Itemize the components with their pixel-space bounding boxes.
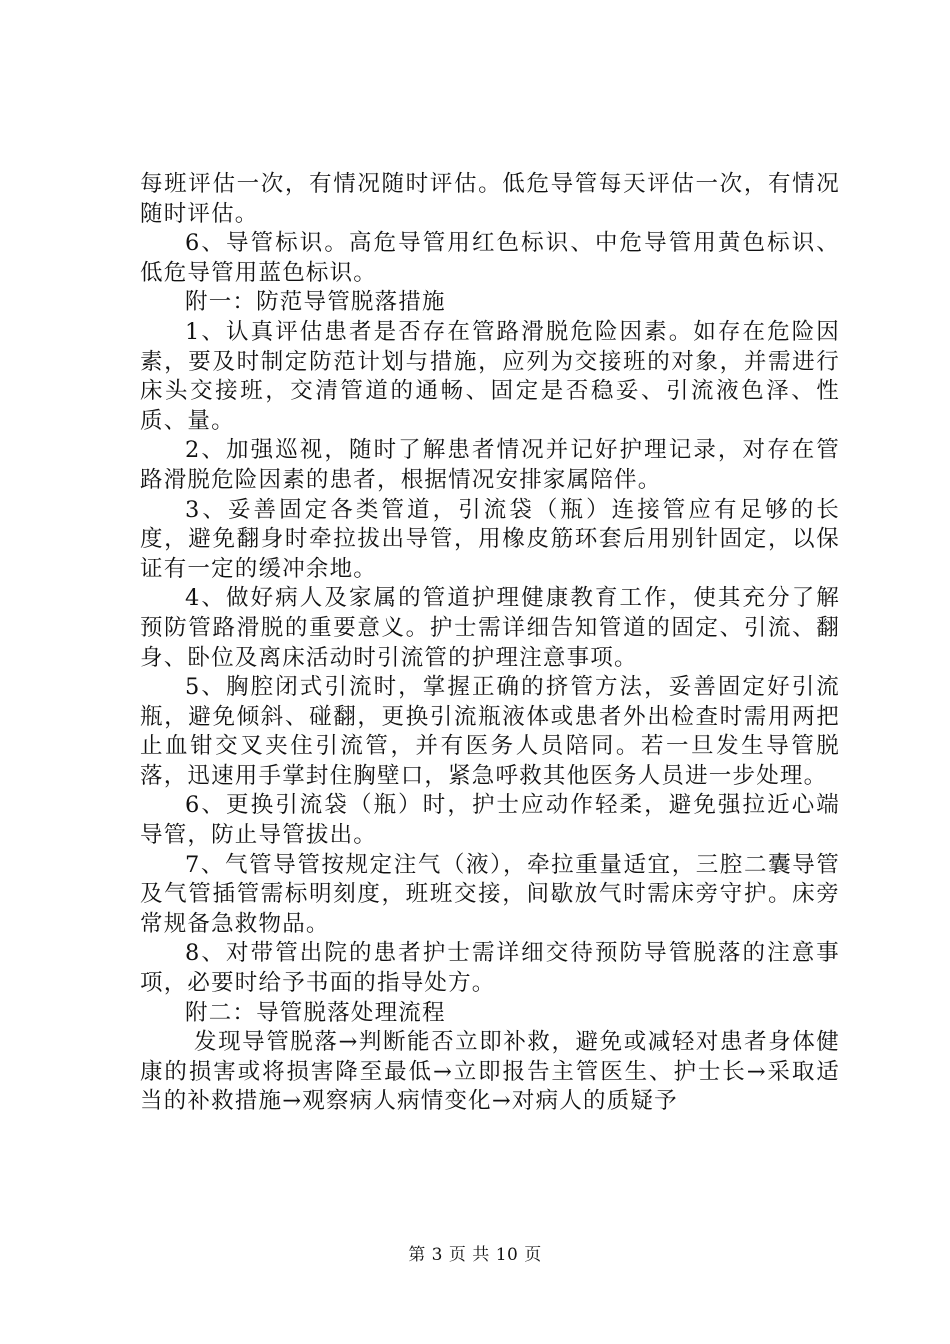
measure-item-1: 1、认真评估患者是否存在管路滑脱危险因素。如存在危险因素，要及时制定防范计划与措施，应列为交接班的对象，并需进行床头交接班，交清管道的通畅、固定是否稳妥、引流液色泽、性质、量。 [140,318,840,434]
measure-item-2: 2、加强巡视，随时了解患者情况并记好护理记录，对存在管路滑脱危险因素的患者，根据情况安排家属陪伴。 [140,437,840,493]
measure-item-6: 6、更换引流袋（瓶）时，护士应动作轻柔，避免强拉近心端导管，防止导管拔出。 [140,792,840,849]
measure-item-7: 7、气管导管按规定注气（液），牵拉重量适宜，三腔二囊导管及气管插管需标明刻度，班班交接，间歇放气时需床旁守护。床旁常规备急救物品。 [140,851,840,937]
appendix-1-heading: 附一：防范导管脱落措施 [185,289,446,316]
measure-item-4: 4、做好病人及家属的管道护理健康教育工作，使其充分了解预防管路滑脱的重要意义。护士需详细告知管道的固定、引流、翻身、卧位及离床活动时引流管的护理注意事项。 [140,585,840,671]
measure-item-5: 5、胸腔闭式引流时，掌握正确的挤管方法，妥善固定好引流瓶，避免倾斜、碰翻，更换引流瓶液体或患者外出检查时需用两把止血钳交叉夹住引流管，并有医务人员陪同。若一旦发生导管脱落，迅速用手掌封住胸壁口，紧急呼救其他医务人员进一步处理。 [140,674,840,789]
appendix-2-heading: 附二：导管脱落处理流程 [185,999,446,1026]
measure-item-3: 3、妥善固定各类管道，引流袋（瓶）连接管应有足够的长度，避免翻身时牵拉拔出导管，用橡皮筋环套后用别针固定，以保证有一定的缓冲余地。 [140,496,840,582]
measure-item-8: 8、对带管出院的患者护士需详细交待预防导管脱落的注意事项，必要时给予书面的指导处方。 [140,940,840,997]
handling-flow-text: 发现导管脱落→判断能否立即补救，避免或减轻对患者身体健康的损害或将损害降至最低→立即报告主管医生、护士长→采取适当的补救措施→观察病人病情变化→对病人的质疑予 [140,1029,840,1115]
page-number-footer: 第 3 页 共 10 页 [408,1245,542,1265]
paragraph-continuation: 每班评估一次，有情况随时评估。低危导管每天评估一次，有情况随时评估。 [140,171,840,227]
paragraph-catheter-marking: 6、导管标识。高危导管用红色标识、中危导管用黄色标识、低危导管用蓝色标识。 [140,230,840,286]
document-body [140,170,840,1117]
